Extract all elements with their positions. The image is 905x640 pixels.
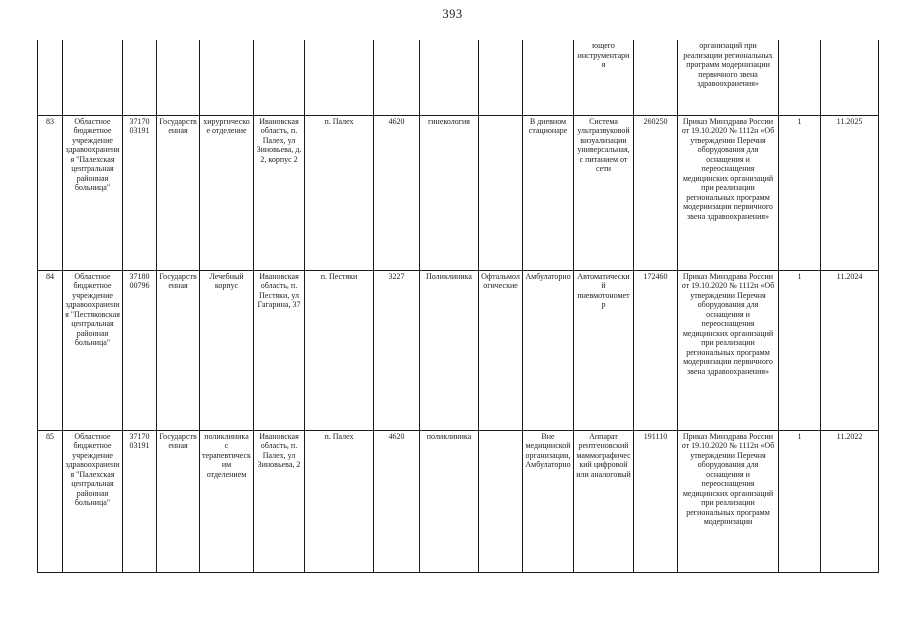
cell-order-basis: организаций при реализации региональных программ модернизации первичного звена здравоохранения» xyxy=(678,40,779,115)
cell-reg-code: 37170 03191 xyxy=(123,430,157,572)
cell-price: 191110 xyxy=(634,430,678,572)
cell-division: хирургическое отделение xyxy=(200,115,254,270)
cell-org-name: Областное бюджетное учреждение здравоохранения "Пестяковская центральная районная больница" xyxy=(63,270,123,430)
cell-number: 84 xyxy=(38,270,63,430)
cell-ownership: Государственная xyxy=(157,430,200,572)
cell-address: Ивановская область, п. Пестяки, ул Гагарина, 37 xyxy=(254,270,305,430)
table-row-carryover xyxy=(38,40,879,115)
cell-address xyxy=(254,40,305,115)
cell-quantity: 1 xyxy=(779,430,821,572)
cell-quantity: 1 xyxy=(779,270,821,430)
cell-date: 11.2025 xyxy=(821,115,879,270)
cell-specialty xyxy=(479,430,523,572)
cell-org-name: Областное бюджетное учреждение здравоохранения "Палехская центральная районная больница" xyxy=(63,430,123,572)
cell-price: 172460 xyxy=(634,270,678,430)
cell-settlement: п. Палех xyxy=(305,115,374,270)
cell-division: Лечебный корпус xyxy=(200,270,254,430)
cell-address: Ивановская область, п. Палех, ул Зиновьева, 2 xyxy=(254,430,305,572)
cell-specialty xyxy=(479,40,523,115)
page-number: 393 xyxy=(442,7,463,21)
cell-ownership xyxy=(157,40,200,115)
cell-org-name xyxy=(63,40,123,115)
cell-profile xyxy=(420,40,479,115)
cell-number: 85 xyxy=(38,430,63,572)
cell-number xyxy=(38,40,63,115)
cell-quantity: 1 xyxy=(779,115,821,270)
cell-conditions: Вне медицинской организации, Амбулаторно xyxy=(523,430,574,572)
cell-date: 11.2024 xyxy=(821,270,879,430)
cell-settlement xyxy=(305,40,374,115)
cell-population: 4620 xyxy=(374,115,420,270)
cell-equipment: Аппарат рентгеновский маммографический цифровой или аналоговый xyxy=(574,430,634,572)
cell-equipment: Автоматический пневмотонометр xyxy=(574,270,634,430)
cell-division: поликлиника с терапевтическим отделением xyxy=(200,430,254,572)
cell-specialty xyxy=(479,115,523,270)
cell-number: 83 xyxy=(38,115,63,270)
table-row xyxy=(38,115,879,270)
cell-settlement: п. Палех xyxy=(305,430,374,572)
cell-profile: Поликлиника xyxy=(420,270,479,430)
cell-population: 4620 xyxy=(374,430,420,572)
cell-quantity xyxy=(779,40,821,115)
cell-order-basis: Приказ Минздрава России от 19.10.2020 № 1112н «Об утверждении Перечня оборудования для оснащения и переоснащения медицинских организаций при реализации региональных программ модернизации первичного звена здравоохранения» xyxy=(678,270,779,430)
cell-conditions: Амбулаторно xyxy=(523,270,574,430)
cell-division xyxy=(200,40,254,115)
cell-profile: поликлиника xyxy=(420,430,479,572)
cell-conditions xyxy=(523,40,574,115)
cell-address: Ивановская область, п. Палех, ул Зиновьева, д. 2, корпус 2 xyxy=(254,115,305,270)
cell-equipment: ющего инструментария xyxy=(574,40,634,115)
cell-equipment: Система ультразвуковой визуализации универсальная, с питанием от сети xyxy=(574,115,634,270)
cell-order-basis: Приказ Минздрава России от 19.10.2020 № 1112н «Об утверждении Перечня оборудования для оснащения и переоснащения медицинских организаций при реализации региональных программ модернизации xyxy=(678,430,779,572)
equipment-table xyxy=(37,40,879,573)
cell-reg-code: 37180 00796 xyxy=(123,270,157,430)
cell-org-name: Областное бюджетное учреждение здравоохранения "Палехская центральная районная больница" xyxy=(63,115,123,270)
table-row xyxy=(38,430,879,572)
cell-ownership: Государственная xyxy=(157,270,200,430)
cell-reg-code: 37170 03191 xyxy=(123,115,157,270)
cell-profile: гинекология xyxy=(420,115,479,270)
cell-order-basis: Приказ Минздрава России от 19.10.2020 № 1112н «Об утверждении Перечня оборудования для оснащения и переоснащения медицинских организаций при реализации региональных программ модернизации первичного звена здравоохранения» xyxy=(678,115,779,270)
cell-settlement: п. Пестяки xyxy=(305,270,374,430)
cell-date: 11.2022 xyxy=(821,430,879,572)
cell-specialty: Офтальмологические xyxy=(479,270,523,430)
cell-population xyxy=(374,40,420,115)
cell-reg-code xyxy=(123,40,157,115)
cell-conditions: В дневном стационаре xyxy=(523,115,574,270)
cell-price: 260250 xyxy=(634,115,678,270)
table-row xyxy=(38,270,879,430)
cell-population: 3227 xyxy=(374,270,420,430)
cell-price xyxy=(634,40,678,115)
cell-date xyxy=(821,40,879,115)
cell-ownership: Государственная xyxy=(157,115,200,270)
